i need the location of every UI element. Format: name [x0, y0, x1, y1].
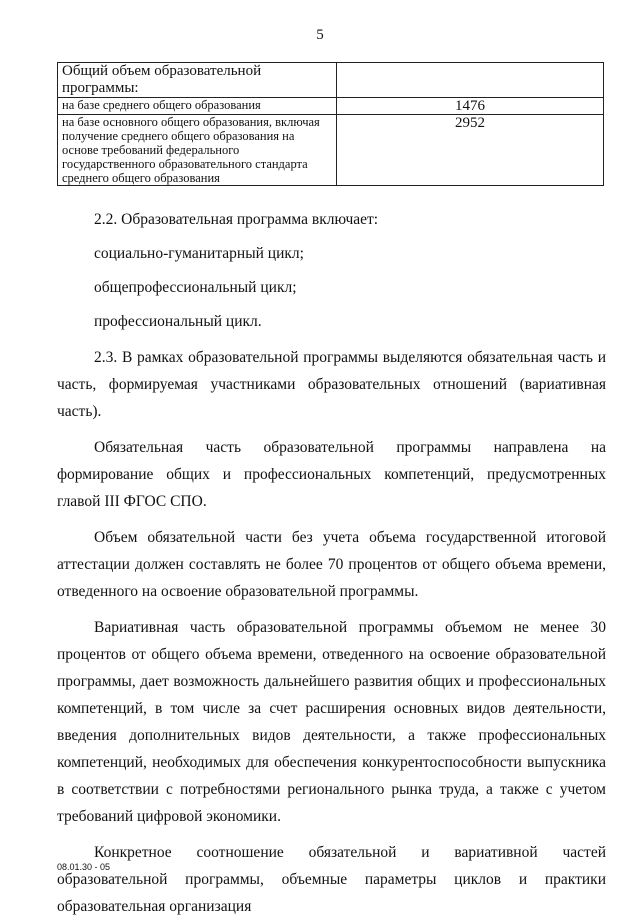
- table-cell-value: 1476: [337, 97, 604, 115]
- table-cell-label: на базе основного общего образования, включая получение среднего общего образования на основе требований федерального государственного образовательного стандарта среднего общего образования: [58, 115, 337, 186]
- table-header-value: [337, 63, 604, 98]
- program-volume-table: [57, 62, 604, 186]
- paragraph-mandatory-part: Обязательная часть образовательной программы направлена на формирование общих и профессиональных компетенций, предусмотренных главой III ФГОС СПО.: [57, 439, 606, 510]
- table-cell-value: 2952: [337, 115, 604, 186]
- list-item: профессиональный цикл.: [94, 313, 262, 330]
- document-body: [57, 206, 606, 920]
- paragraph-variable-part: Вариативная часть образовательной программы объемом не менее 30 процентов от общего объема времени, отведенного на освоение образовательной программы, дает возможность дальнейшего развития общих и профессиональных компетенций, в том числе за счет расширения основных видов деятельности, введения дополнительных видов деятельности, а также профессиональных компетенций, необходимых для обеспечения конкурентоспособности выпускника в соответствии с потребностями регионального рынка труда, а также с учетом требований цифровой экономики.: [57, 619, 606, 825]
- paragraph-2-2: 2.2. Образовательная программа включает:: [94, 211, 379, 228]
- table-row: [58, 63, 604, 98]
- page-number: 5: [316, 27, 324, 43]
- table-cell-label: на базе среднего общего образования: [58, 97, 337, 115]
- paragraph-2-3: 2.3. В рамках образовательной программы выделяются обязательная часть и часть, формируемая участниками образовательных отношений (вариативная часть).: [57, 349, 606, 420]
- paragraph-mandatory-volume: Объем обязательной части без учета объема государственной итоговой аттестации должен составлять не более 70 процентов от общего объема времени, отведенного на освоение образовательной программы.: [57, 529, 606, 600]
- table-row: [58, 115, 604, 186]
- footer-code: 08.01.30 - 05: [57, 862, 111, 872]
- paragraph-ratio: Конкретное соотношение обязательной и вариативной частей образовательной программы, объемные параметры циклов и практики образовательная организация: [57, 844, 606, 915]
- table-row: [58, 97, 604, 115]
- list-item: социально-гуманитарный цикл;: [94, 245, 304, 262]
- table-header-label: Общий объем образовательной программы:: [58, 63, 337, 98]
- list-item: общепрофессиональный цикл;: [94, 279, 297, 296]
